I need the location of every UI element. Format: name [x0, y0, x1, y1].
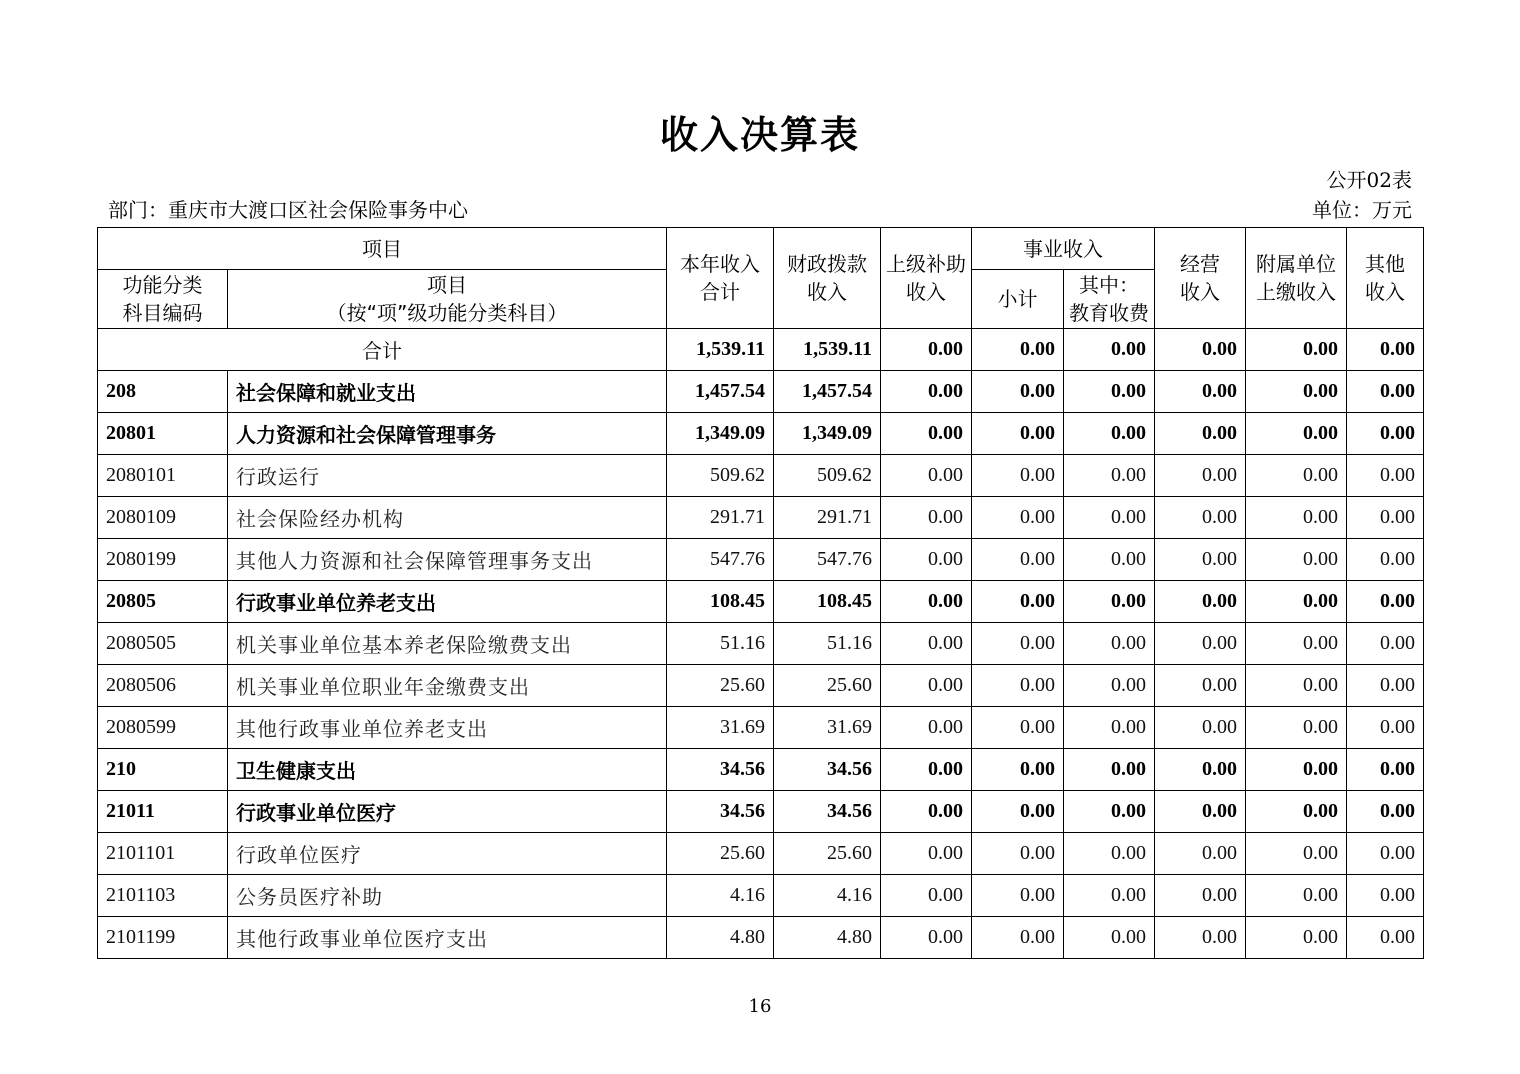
row-value: 0.00: [972, 833, 1064, 875]
row-code: 2101103: [98, 875, 228, 917]
row-value: 25.60: [667, 833, 774, 875]
row-name: 社会保障和就业支出: [228, 371, 667, 413]
row-code: 2101101: [98, 833, 228, 875]
row-value: 0.00: [1347, 707, 1424, 749]
row-value: 0.00: [1347, 791, 1424, 833]
total-value: 1,539.11: [667, 329, 774, 371]
row-value: 0.00: [1064, 497, 1155, 539]
row-value: 0.00: [1246, 581, 1347, 623]
row-value: 0.00: [972, 371, 1064, 413]
row-value: 0.00: [1246, 833, 1347, 875]
row-value: 1,349.09: [774, 413, 881, 455]
row-value: 0.00: [1155, 581, 1246, 623]
row-value: 0.00: [1064, 455, 1155, 497]
total-value: 0.00: [1064, 329, 1155, 371]
row-value: 0.00: [1064, 539, 1155, 581]
row-value: 0.00: [1347, 749, 1424, 791]
income-table: [97, 227, 1424, 959]
total-value: 0.00: [1347, 329, 1424, 371]
row-value: 0.00: [1155, 371, 1246, 413]
row-name: 其他行政事业单位医疗支出: [228, 917, 667, 959]
row-value: 0.00: [1064, 371, 1155, 413]
row-value: 0.00: [1064, 623, 1155, 665]
row-name: 人力资源和社会保障管理事务: [228, 413, 667, 455]
row-value: 0.00: [1246, 539, 1347, 581]
total-value: 0.00: [972, 329, 1064, 371]
row-value: 0.00: [1064, 707, 1155, 749]
page-number: 16: [748, 996, 772, 1017]
row-value: 0.00: [1347, 833, 1424, 875]
header-subtotal: 小计: [972, 270, 1064, 329]
table-row: [98, 665, 1424, 707]
table-row: [98, 833, 1424, 875]
row-value: 108.45: [667, 581, 774, 623]
total-label: 合计: [98, 329, 667, 371]
header-item-name: 项目 （按“项”级功能分类科目）: [228, 270, 667, 329]
row-value: 0.00: [1347, 665, 1424, 707]
header-item: 项目: [98, 228, 667, 270]
row-value: 0.00: [881, 749, 972, 791]
row-code: 2080199: [98, 539, 228, 581]
table-row: [98, 749, 1424, 791]
row-value: 31.69: [667, 707, 774, 749]
table-row: [98, 917, 1424, 959]
row-code: 2080109: [98, 497, 228, 539]
row-value: 0.00: [1246, 707, 1347, 749]
row-value: 4.80: [774, 917, 881, 959]
department-label: 部门：重庆市大渡口区社会保险事务中心: [108, 198, 468, 222]
row-name: 其他人力资源和社会保障管理事务支出: [228, 539, 667, 581]
row-value: 0.00: [1347, 371, 1424, 413]
row-value: 0.00: [881, 497, 972, 539]
row-name: 卫生健康支出: [228, 749, 667, 791]
row-value: 25.60: [774, 665, 881, 707]
row-name: 机关事业单位基本养老保险缴费支出: [228, 623, 667, 665]
row-value: 1,457.54: [774, 371, 881, 413]
row-value: 509.62: [667, 455, 774, 497]
row-value: 51.16: [774, 623, 881, 665]
row-value: 0.00: [972, 707, 1064, 749]
table-row: [98, 581, 1424, 623]
row-name: 行政事业单位养老支出: [228, 581, 667, 623]
row-value: 4.80: [667, 917, 774, 959]
row-value: 547.76: [667, 539, 774, 581]
row-value: 0.00: [881, 581, 972, 623]
row-value: 0.00: [972, 539, 1064, 581]
row-value: 34.56: [667, 749, 774, 791]
row-value: 0.00: [881, 917, 972, 959]
row-name: 行政运行: [228, 455, 667, 497]
row-value: 0.00: [1064, 581, 1155, 623]
row-value: 0.00: [881, 371, 972, 413]
row-value: 0.00: [1347, 581, 1424, 623]
row-value: 0.00: [881, 539, 972, 581]
row-name: 其他行政事业单位养老支出: [228, 707, 667, 749]
row-value: 0.00: [1155, 455, 1246, 497]
row-value: 4.16: [774, 875, 881, 917]
row-name: 机关事业单位职业年金缴费支出: [228, 665, 667, 707]
header-operating: 经营 收入: [1155, 228, 1246, 329]
row-value: 0.00: [1246, 875, 1347, 917]
total-row: [98, 329, 1424, 371]
row-value: 0.00: [1246, 917, 1347, 959]
row-value: 0.00: [972, 623, 1064, 665]
row-value: 0.00: [1246, 455, 1347, 497]
table-row: [98, 875, 1424, 917]
row-value: 0.00: [1155, 833, 1246, 875]
row-value: 34.56: [774, 749, 881, 791]
table-row: [98, 413, 1424, 455]
row-value: 0.00: [1155, 497, 1246, 539]
row-code: 20805: [98, 581, 228, 623]
row-value: 0.00: [1064, 413, 1155, 455]
row-value: 0.00: [1155, 413, 1246, 455]
row-value: 108.45: [774, 581, 881, 623]
row-value: 0.00: [1246, 413, 1347, 455]
row-value: 0.00: [881, 707, 972, 749]
total-value: 0.00: [1246, 329, 1347, 371]
row-code: 21011: [98, 791, 228, 833]
row-value: 0.00: [1155, 875, 1246, 917]
row-value: 0.00: [1347, 497, 1424, 539]
row-value: 0.00: [1246, 623, 1347, 665]
row-value: 0.00: [881, 623, 972, 665]
row-value: 0.00: [1347, 413, 1424, 455]
row-code: 2080506: [98, 665, 228, 707]
row-value: 0.00: [1155, 917, 1246, 959]
header-superior: 上级补助 收入: [881, 228, 972, 329]
row-value: 0.00: [1064, 917, 1155, 959]
row-value: 25.60: [667, 665, 774, 707]
row-code: 20801: [98, 413, 228, 455]
table-row: [98, 791, 1424, 833]
row-value: 0.00: [1155, 623, 1246, 665]
row-value: 0.00: [1064, 875, 1155, 917]
row-name: 行政单位医疗: [228, 833, 667, 875]
table-row: [98, 371, 1424, 413]
total-value: 0.00: [1155, 329, 1246, 371]
row-value: 1,457.54: [667, 371, 774, 413]
header-total: 本年收入 合计: [667, 228, 774, 329]
row-name: 公务员医疗补助: [228, 875, 667, 917]
form-number: 公开02表: [1326, 168, 1412, 192]
header-func-code: 功能分类 科目编码: [98, 270, 228, 329]
row-value: 0.00: [881, 665, 972, 707]
total-value: 1,539.11: [774, 329, 881, 371]
row-value: 34.56: [667, 791, 774, 833]
header-fiscal: 财政拨款 收入: [774, 228, 881, 329]
row-code: 2080505: [98, 623, 228, 665]
row-value: 0.00: [972, 665, 1064, 707]
row-value: 34.56: [774, 791, 881, 833]
table-row: [98, 455, 1424, 497]
row-value: 0.00: [1347, 539, 1424, 581]
row-code: 2080101: [98, 455, 228, 497]
row-value: 0.00: [1246, 749, 1347, 791]
header-other: 其他 收入: [1347, 228, 1424, 329]
row-value: 0.00: [972, 875, 1064, 917]
row-value: 0.00: [881, 455, 972, 497]
row-value: 0.00: [881, 833, 972, 875]
row-value: 31.69: [774, 707, 881, 749]
table-row: [98, 539, 1424, 581]
row-value: 0.00: [972, 581, 1064, 623]
row-value: 0.00: [1246, 497, 1347, 539]
row-value: 0.00: [972, 791, 1064, 833]
row-value: 509.62: [774, 455, 881, 497]
header-business: 事业收入: [972, 228, 1155, 270]
row-value: 0.00: [972, 455, 1064, 497]
header-education-fee: 其中： 教育收费: [1064, 270, 1155, 329]
row-code: 2101199: [98, 917, 228, 959]
row-value: 0.00: [1155, 791, 1246, 833]
row-value: 0.00: [972, 497, 1064, 539]
row-value: 0.00: [1347, 623, 1424, 665]
row-value: 291.71: [774, 497, 881, 539]
row-value: 0.00: [1155, 707, 1246, 749]
table-row: [98, 623, 1424, 665]
row-value: 0.00: [881, 875, 972, 917]
row-name: 社会保险经办机构: [228, 497, 667, 539]
row-value: 0.00: [1246, 665, 1347, 707]
row-value: 0.00: [1246, 371, 1347, 413]
row-value: 0.00: [1064, 833, 1155, 875]
row-value: 0.00: [1064, 791, 1155, 833]
row-value: 0.00: [1064, 665, 1155, 707]
row-value: 0.00: [881, 413, 972, 455]
row-code: 210: [98, 749, 228, 791]
row-value: 0.00: [1155, 539, 1246, 581]
row-value: 0.00: [881, 791, 972, 833]
row-value: 0.00: [1347, 875, 1424, 917]
row-value: 0.00: [1064, 749, 1155, 791]
row-value: 0.00: [1155, 665, 1246, 707]
row-value: 0.00: [972, 413, 1064, 455]
total-value: 0.00: [881, 329, 972, 371]
row-value: 1,349.09: [667, 413, 774, 455]
row-value: 4.16: [667, 875, 774, 917]
row-value: 0.00: [1347, 455, 1424, 497]
row-value: 291.71: [667, 497, 774, 539]
page-title: 收入决算表: [659, 113, 860, 157]
header-affiliated: 附属单位 上缴收入: [1246, 228, 1347, 329]
row-code: 2080599: [98, 707, 228, 749]
row-value: 0.00: [1246, 791, 1347, 833]
table-row: [98, 707, 1424, 749]
table-row: [98, 497, 1424, 539]
row-value: 0.00: [1347, 917, 1424, 959]
row-value: 0.00: [1155, 749, 1246, 791]
row-value: 51.16: [667, 623, 774, 665]
row-value: 0.00: [972, 917, 1064, 959]
unit-label: 单位：万元: [1312, 198, 1412, 222]
row-code: 208: [98, 371, 228, 413]
row-value: 0.00: [972, 749, 1064, 791]
row-value: 25.60: [774, 833, 881, 875]
row-value: 547.76: [774, 539, 881, 581]
row-name: 行政事业单位医疗: [228, 791, 667, 833]
